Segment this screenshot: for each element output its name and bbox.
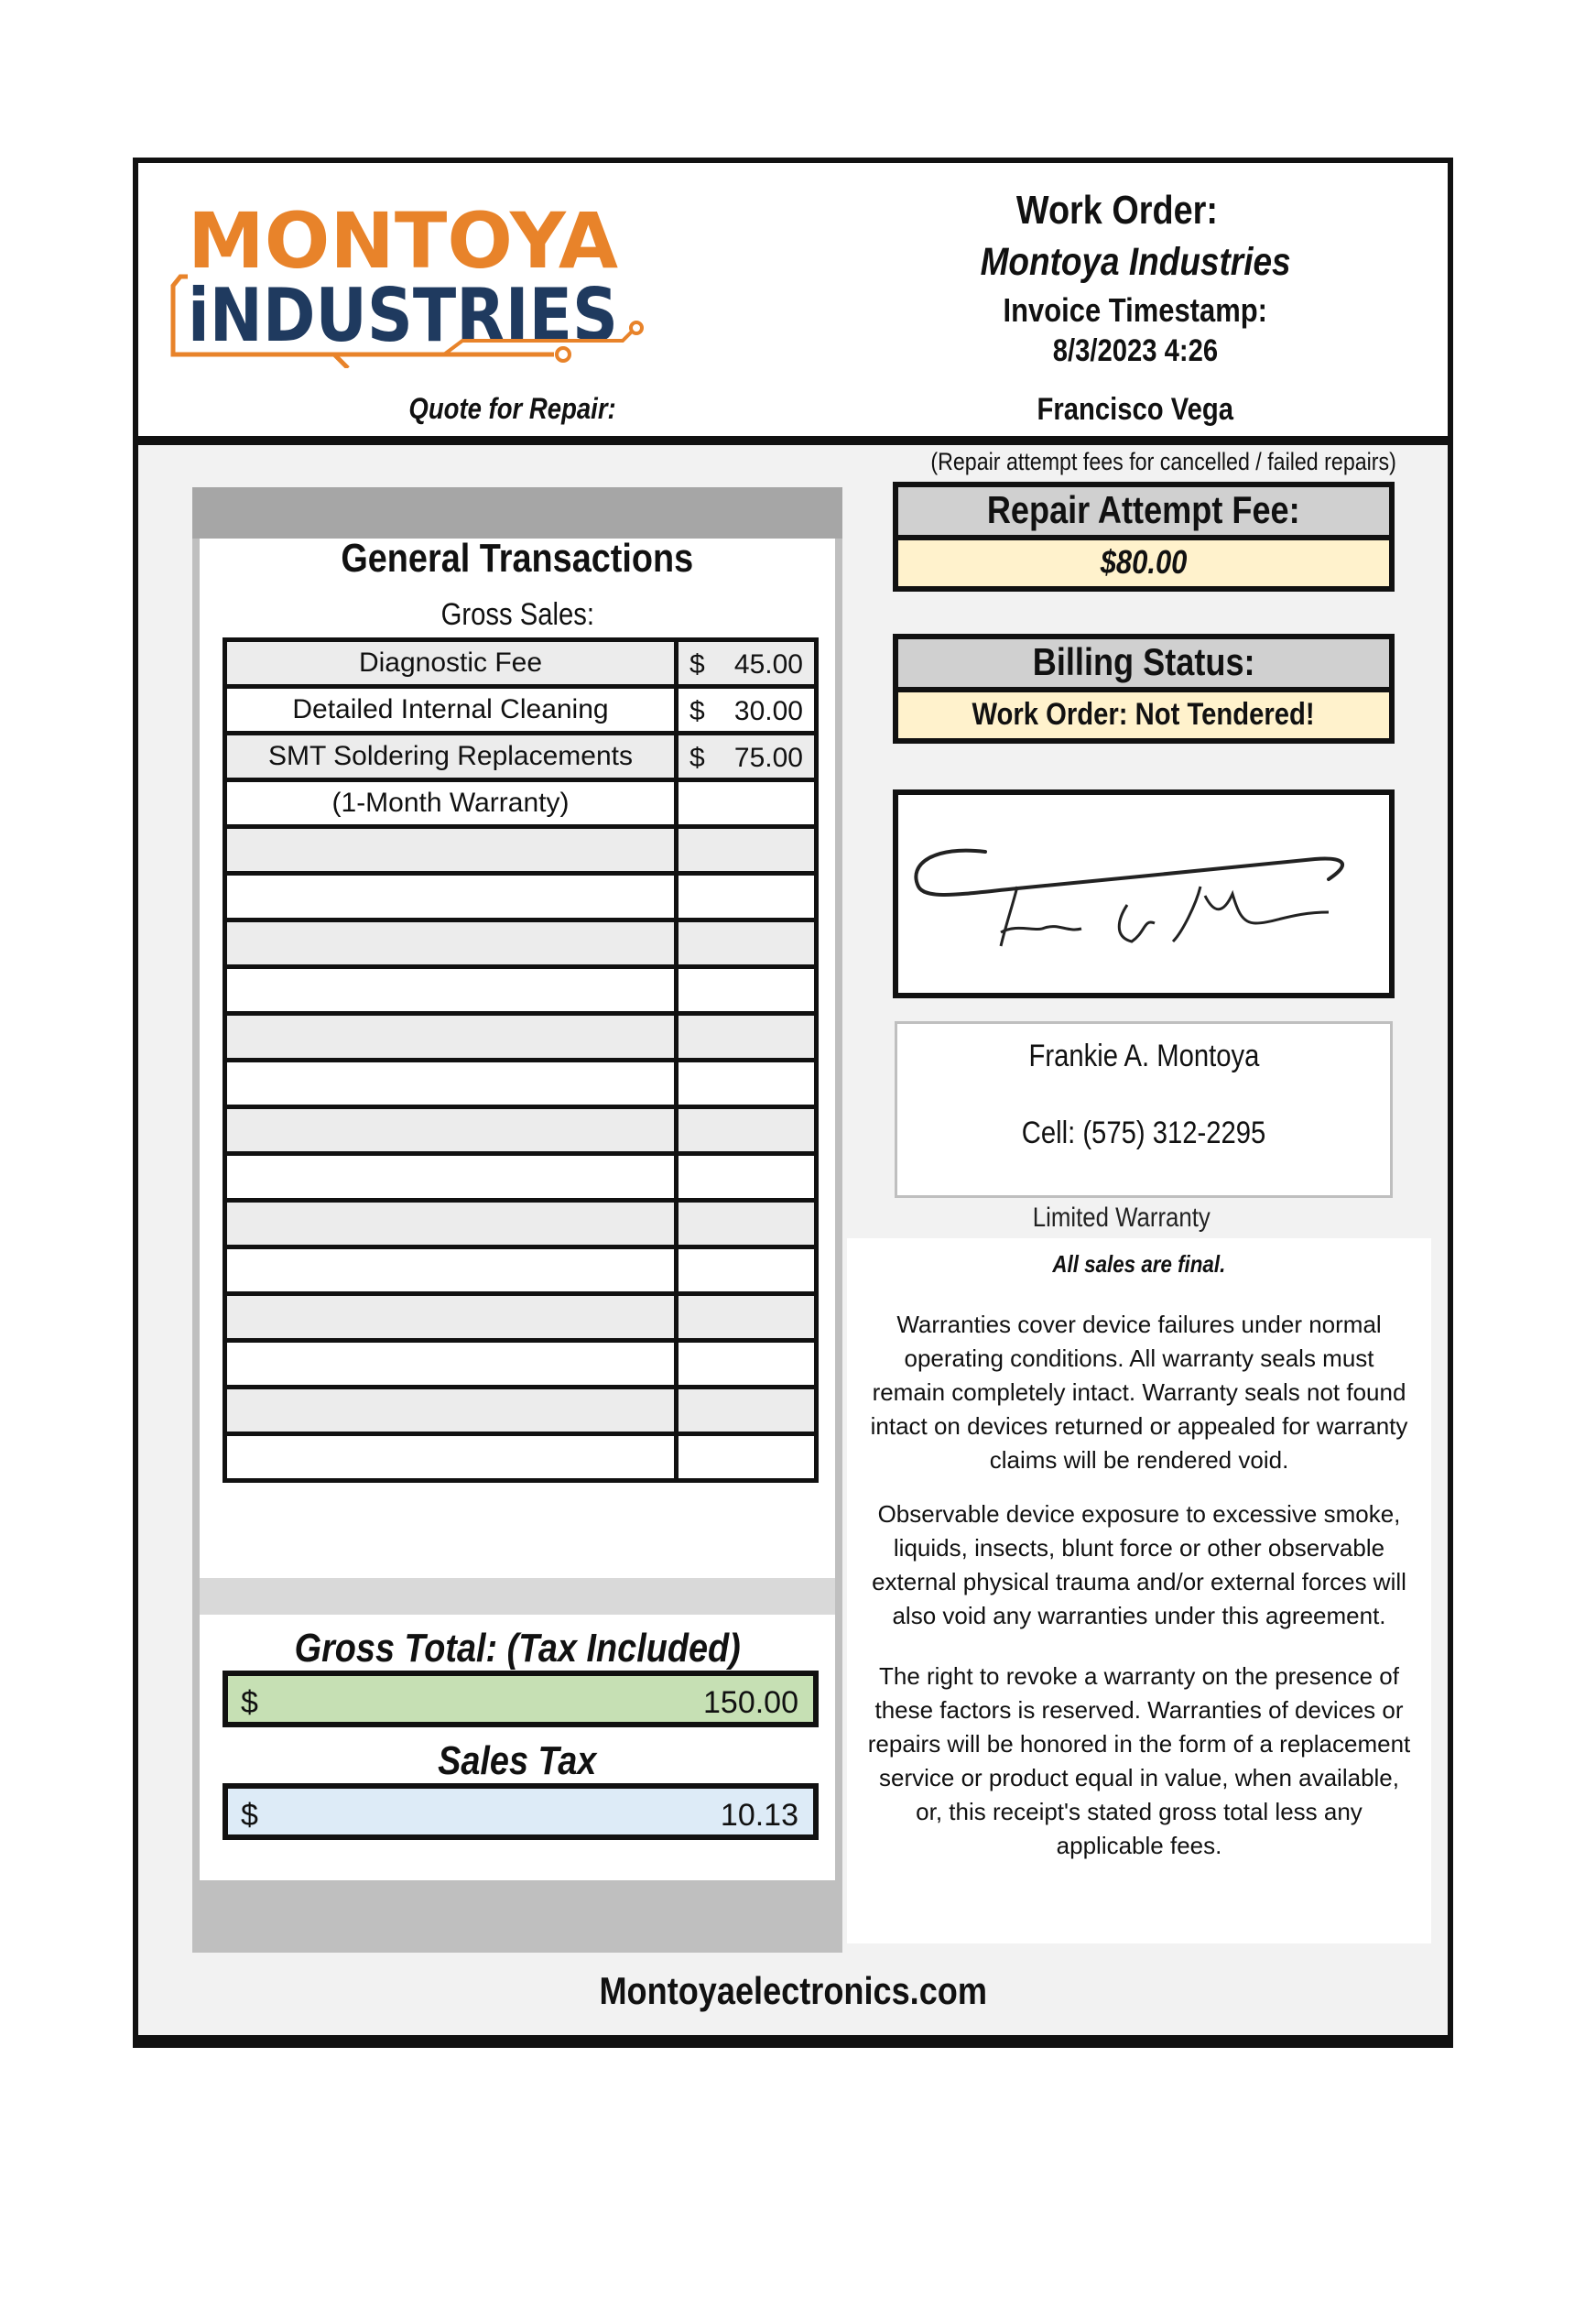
table-row: [225, 1434, 817, 1481]
row-description: (1-Month Warranty): [225, 780, 677, 827]
table-row: [225, 920, 817, 967]
row-description: [225, 1247, 677, 1294]
logo-line2: iNDUSTRIES: [188, 273, 618, 358]
row-amount-cell: [677, 1388, 817, 1434]
row-description: [225, 874, 677, 920]
table-row: [225, 1388, 817, 1434]
row-amount-cell: [677, 1014, 817, 1061]
row-description: [225, 920, 677, 967]
gross-total-currency: $: [241, 1685, 258, 1720]
client-name: Francisco Vega: [1037, 392, 1234, 427]
row-amount-cell: [677, 827, 817, 874]
warranty-paragraph-3: The right to revoke a warranty on the presence of these factors is reserved. Warranties of devices or repairs will be honored in the form of a replacement service or product equal in value, when available, or, this receipt's stated gross total less any applicable fees.: [867, 1662, 1411, 1859]
row-amount-cell: [677, 967, 817, 1014]
table-row: [225, 874, 817, 920]
row-description: Detailed Internal Cleaning: [225, 687, 677, 734]
transactions-panel-gap: [200, 1578, 835, 1615]
row-amount-cell: [677, 874, 817, 920]
sales-tax-box: [223, 1783, 819, 1840]
invoice-timestamp: 8/3/2023 4:26: [1052, 333, 1219, 368]
contact-box: [895, 1021, 1393, 1198]
table-row: [225, 687, 817, 734]
warranty-title: Limited Warranty: [1032, 1203, 1211, 1233]
repair-fee-note: (Repair attempt fees for cancelled / failed repairs): [930, 448, 1396, 475]
row-amount: 30.00: [733, 696, 803, 726]
row-amount-cell: [677, 780, 817, 827]
row-amount-cell: [677, 1294, 817, 1341]
warranty-paragraph-2: Observable device exposure to excessive smoke, liquids, insects, blunt force or other observable external physical trauma and/or external forces will also void any warranties under this agreement.: [872, 1500, 1406, 1629]
repair-fee-label: Repair Attempt Fee:: [893, 482, 1395, 535]
row-amount-cell: [677, 1247, 817, 1294]
billing-status-label: Billing Status:: [893, 634, 1395, 687]
table-row: [225, 1294, 817, 1341]
warranty-paragraph-1: Warranties cover device failures under normal operating conditions. All warranty seals must remain completely intact. Warranty seals not found intact on devices returned or appealed for warranty claims will be rendered void.: [870, 1311, 1408, 1474]
transactions-title: General Transactions: [341, 536, 694, 581]
row-description: [225, 1341, 677, 1388]
row-description: Diagnostic Fee: [225, 640, 677, 687]
signature-image: [898, 795, 1389, 993]
table-row: [225, 1341, 817, 1388]
row-amount-cell: [677, 1061, 817, 1107]
transactions-table: [223, 637, 819, 1483]
warranty-final-note: All sales are final.: [1052, 1250, 1226, 1278]
table-row: [225, 1154, 817, 1201]
table-row: [225, 1247, 817, 1294]
sales-tax-value: 10.13: [720, 1798, 798, 1833]
row-amount-cell: [677, 640, 817, 687]
row-amount-cell: [677, 1341, 817, 1388]
contact-cell: Cell: (575) 312-2295: [1021, 1116, 1266, 1150]
row-description: [225, 1388, 677, 1434]
row-description: SMT Soldering Replacements: [225, 734, 677, 780]
timestamp-label: Invoice Timestamp:: [1003, 291, 1268, 329]
gross-total-value: 150.00: [703, 1685, 798, 1720]
repair-fee-value: $80.00: [893, 535, 1395, 592]
quote-label: Quote for Repair:: [408, 392, 617, 425]
row-amount: 75.00: [733, 743, 803, 773]
gross-sales-label: Gross Sales:: [440, 597, 594, 632]
gross-total-label: Gross Total: (Tax Included): [294, 1626, 741, 1671]
table-row: [225, 1014, 817, 1061]
header-divider: [138, 436, 1448, 445]
signature-box: [893, 789, 1395, 998]
contact-name: Frankie A. Montoya: [1028, 1039, 1259, 1073]
transactions-panel-bar: [192, 487, 842, 539]
row-amount-cell: [677, 1154, 817, 1201]
row-description: [225, 967, 677, 1014]
signature-text: Frankie A. Montoya: [1026, 978, 1037, 979]
table-row: [225, 827, 817, 874]
row-description: [225, 827, 677, 874]
row-amount-cell: [677, 1434, 817, 1481]
gross-total-box: [223, 1671, 819, 1727]
row-amount-cell: [677, 920, 817, 967]
work-order-title: Work Order:: [1015, 188, 1219, 233]
table-row: [225, 780, 817, 827]
row-description: [225, 1107, 677, 1154]
row-amount-cell: [677, 1107, 817, 1154]
billing-status-value: Work Order: Not Tendered!: [893, 687, 1395, 744]
footer-divider: [138, 2035, 1448, 2048]
logo-line1: MONTOYA: [188, 196, 618, 286]
row-amount-cell: [677, 734, 817, 780]
row-description: [225, 1434, 677, 1481]
row-description: [225, 1061, 677, 1107]
sales-tax-label: Sales Tax: [438, 1738, 597, 1783]
company-name: Montoya Industries: [980, 240, 1291, 284]
sales-tax-currency: $: [241, 1798, 258, 1833]
row-currency: $: [689, 649, 705, 680]
table-row: [225, 967, 817, 1014]
row-amount-cell: [677, 1201, 817, 1247]
row-amount: 45.00: [733, 649, 803, 680]
row-description: [225, 1201, 677, 1247]
table-row: [225, 640, 817, 687]
row-description: [225, 1294, 677, 1341]
website-link[interactable]: Montoyaelectronics.com: [599, 1969, 987, 2012]
table-row: [225, 734, 817, 780]
company-logo: [169, 194, 646, 368]
row-currency: $: [689, 696, 705, 726]
table-row: [225, 1107, 817, 1154]
row-currency: $: [689, 743, 705, 773]
row-description: [225, 1154, 677, 1201]
row-amount-cell: [677, 687, 817, 734]
table-row: [225, 1201, 817, 1247]
row-description: [225, 1014, 677, 1061]
table-row: [225, 1061, 817, 1107]
